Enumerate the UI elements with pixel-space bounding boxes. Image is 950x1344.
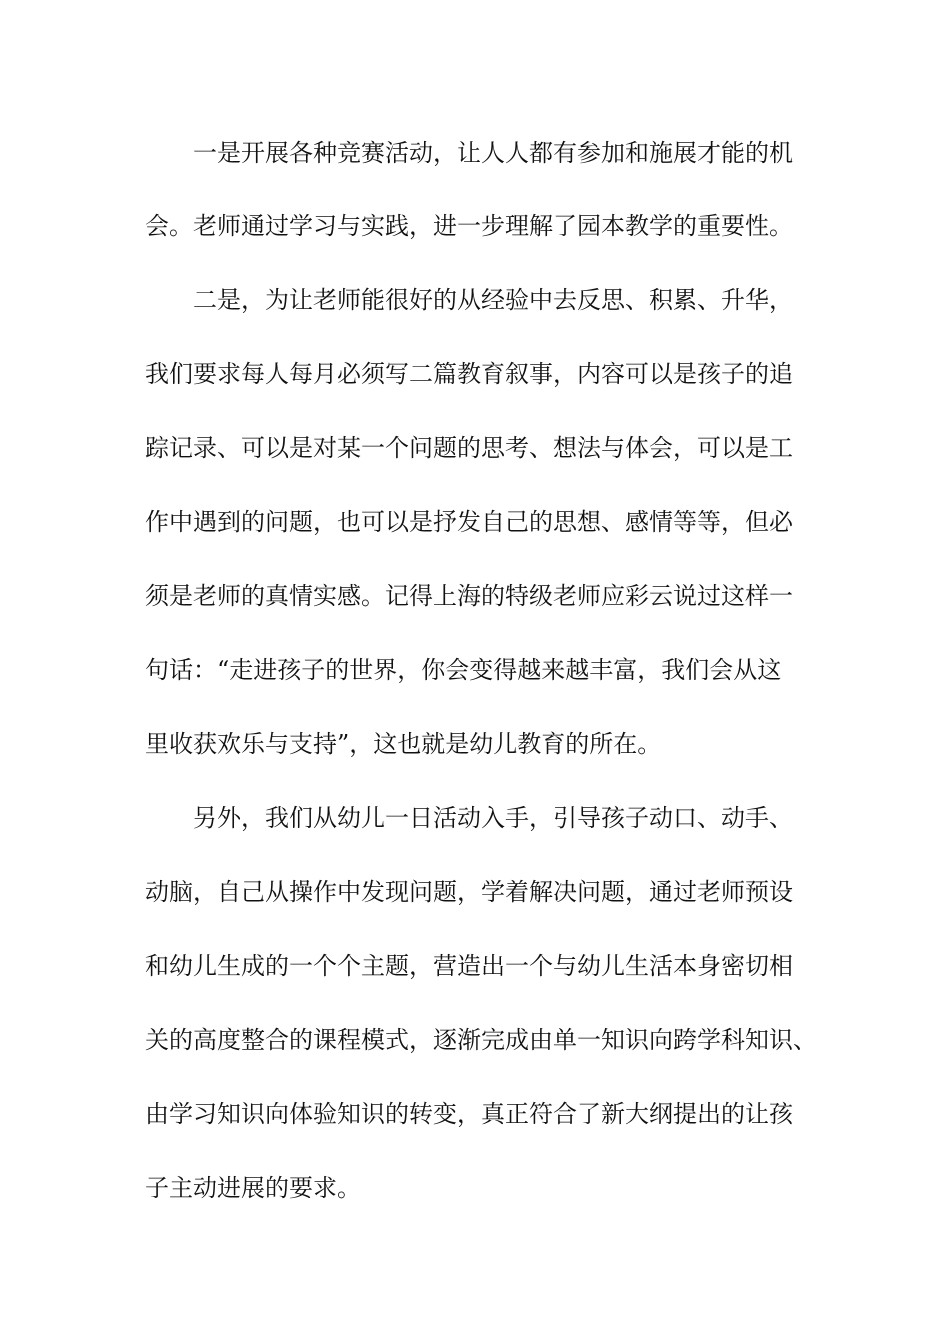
paragraph-3-line-2: 动脑，自己从操作中发现问题，学着解决问题，通过老师预设 <box>145 878 793 906</box>
paragraph-2-line-7: 里收获欢乐与支持”，这也就是幼儿教育的所在。 <box>145 730 662 758</box>
paragraph-3-line-1: 另外，我们从幼儿一日活动入手，引导孩子动口、动手、 <box>193 804 793 832</box>
paragraph-3-line-6: 子主动进展的要求。 <box>145 1174 361 1202</box>
paragraph-1-line-2: 会。老师通过学习与实践，进一步理解了园本教学的重要性。 <box>145 212 793 240</box>
paragraph-2-line-2: 我们要求每人每月必须写二篇教育叙事，内容可以是孩子的追 <box>145 360 793 388</box>
paragraph-2-line-5: 须是老师的真情实感。记得上海的特级老师应彩云说过这样一 <box>145 582 793 610</box>
paragraph-2-line-4: 作中遇到的问题，也可以是抒发自己的思想、感情等等，但必 <box>145 508 793 536</box>
paragraph-2-line-3: 踪记录、可以是对某一个问题的思考、想法与体会，可以是工 <box>145 434 793 462</box>
paragraph-2-line-1: 二是，为让老师能很好的从经验中去反思、积累、升华， <box>193 286 793 314</box>
paragraph-3-line-5: 由学习知识向体验知识的转变，真正符合了新大纲提出的让孩 <box>145 1100 793 1128</box>
paragraph-1-line-1: 一是开展各种竞赛活动，让人人都有参加和施展才能的机 <box>193 139 793 167</box>
paragraph-3-line-3: 和幼儿生成的一个个主题，营造出一个与幼儿生活本身密切相 <box>145 952 793 980</box>
paragraph-3-line-4: 关的高度整合的课程模式，逐渐完成由单一知识向跨学科知识、 <box>145 1026 817 1054</box>
paragraph-2-line-6: 句话：“走进孩子的世界，你会变得越来越丰富，我们会从这 <box>145 656 782 684</box>
